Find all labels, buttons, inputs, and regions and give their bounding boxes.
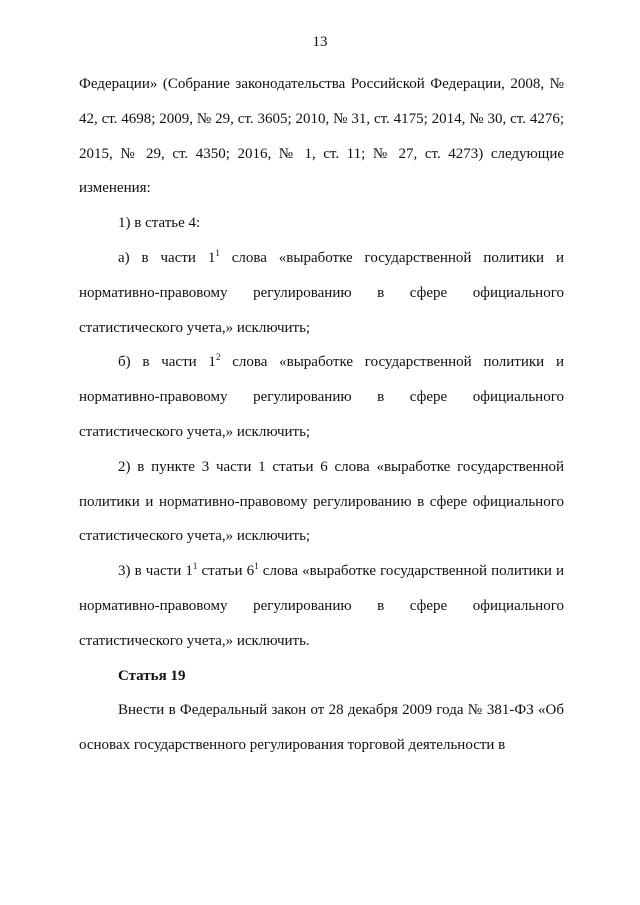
item-1a-prefix: а) в части 1 <box>118 249 216 266</box>
item-3-superscript-2: 1 <box>254 561 259 572</box>
item-3-mid: статьи 6 <box>197 563 255 580</box>
item-1b-superscript: 2 <box>215 352 221 363</box>
paragraph-item-3 <box>79 554 564 658</box>
document-body <box>79 67 564 763</box>
item-3-superscript-1: 1 <box>192 561 198 572</box>
item-1a-text: слова «выработке государственной политики и нормативно-правовому регулированию в сфере официального статистического учета,» исключить; <box>79 249 564 336</box>
item-1b-text: слова «выработке государственной политики и нормативно-правовому регулированию в сфере официального статистического учета,» исключить; <box>79 354 564 440</box>
item-1a-superscript: 1 <box>215 247 220 258</box>
paragraph-item-1: 1) в статье 4: <box>118 215 201 232</box>
paragraph-item-1b <box>79 345 564 449</box>
paragraph-item-2: 2) в пункте 3 части 1 статьи 6 слова «выработке государственной политики и нормативно-правовому регулированию в сфере официального статистического учета,» исключить; <box>79 458 564 545</box>
article-heading: Статья 19 <box>118 667 186 684</box>
item-3-prefix: 3) в части 1 <box>118 563 193 580</box>
page-number: 13 <box>312 34 328 50</box>
paragraph-article-text: Внести в Федеральный закон от 28 декабря 2009 года № 381-ФЗ «Об основах государственного регулирования торговой деятельности в <box>79 702 564 754</box>
paragraph-intro: Федерации» (Собрание законодательства Российской Федерации, 2008, № 42, ст. 4698; 2009, № 29, ст. 3605; 2010, № 31, ст. 4175; 2014, № 30, ст. 4276; 2015, № 29, ст. 4350; 2016, № 1, ст. 11; № 27, ст. 4273) следующие изменения: <box>79 76 564 197</box>
item-3-text: слова «выработке государственной политики и нормативно-правовому регулированию в сфере официального статистического учета,» исключить. <box>79 563 564 649</box>
paragraph-item-1a <box>79 241 564 345</box>
item-1b-prefix: б) в части 1 <box>118 354 216 371</box>
